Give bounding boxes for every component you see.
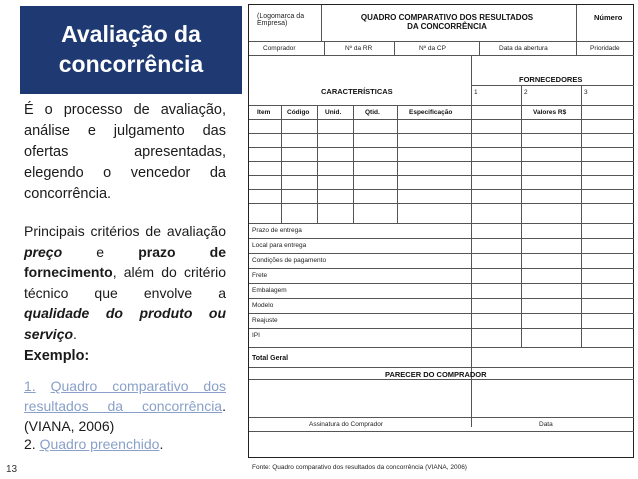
cond-ipi: IPI <box>252 332 260 339</box>
fornecedores-label: FORNECEDORES <box>519 75 583 84</box>
cond-frete: Frete <box>252 272 268 279</box>
criteria-end: . <box>73 325 77 342</box>
cond-modelo: Modelo <box>252 302 274 309</box>
example-label: Exemplo: <box>24 348 90 364</box>
form-source: Fonte: Quadro comparativo dos resultados da concorrência (VIANA, 2006) <box>252 464 467 471</box>
col-qtid: Qtid. <box>365 109 380 116</box>
header-field-prioridade: Prioridade <box>590 45 620 52</box>
comparative-table-form <box>248 4 634 458</box>
criteria-paragraph <box>24 221 226 344</box>
logo-placeholder: (Logomarca da Empresa) <box>257 13 305 27</box>
header-field-cp: Nº da CP <box>419 45 446 52</box>
criteria-prazo: prazo de fornecimento <box>24 243 227 280</box>
header-field-comprador: Comprador <box>263 45 296 52</box>
example-1-ref: (VIANA, 2006) <box>24 418 115 434</box>
assinatura-label: Assinatura do Comprador <box>309 421 384 428</box>
criteria-tecnico: , além do critério técnico que envolve a <box>24 264 226 301</box>
header-field-data-abertura: Data da abertura <box>499 45 548 52</box>
example-1-link[interactable]: Quadro comparativo dos resultados da concorrência <box>24 378 227 414</box>
example-2-link[interactable]: Quadro preenchido <box>39 436 160 452</box>
example-item-2 <box>24 434 226 455</box>
criteria-preco: preço <box>24 243 63 260</box>
cond-pagamento: Condições de pagamento <box>252 257 327 264</box>
cond-local: Local para entrega <box>252 242 307 249</box>
col-unid: Unid. <box>325 109 342 116</box>
example-1-number[interactable]: 1. <box>24 378 36 394</box>
criteria-intro: Principais critérios de avaliação <box>24 223 226 239</box>
col-item: Item <box>257 109 271 116</box>
fornecedor-1: 1 <box>474 89 478 96</box>
fornecedor-2: 2 <box>524 89 528 96</box>
example-1-end: . <box>222 398 226 414</box>
numero-label: Número <box>594 13 623 22</box>
criteria-e: e <box>96 243 105 260</box>
criteria-qualidade: qualidade do produto ou serviço <box>24 305 226 342</box>
fornecedor-3: 3 <box>584 89 588 96</box>
col-valores: Valores R$ <box>533 109 567 116</box>
col-codigo: Código <box>287 109 310 116</box>
data-label: Data <box>539 421 553 428</box>
total-geral: Total Geral <box>252 355 289 362</box>
caracteristicas-label: CARACTERÍSTICAS <box>321 87 393 96</box>
cond-embalagem: Embalagem <box>252 287 287 294</box>
title-line-1: Avaliação da <box>61 21 201 47</box>
col-especificacao: Especificação <box>409 109 453 116</box>
example-2-number: 2. <box>24 436 36 452</box>
intro-paragraph: É o processo de avaliação, análise e julgamento das ofertas apresentadas, elegendo o vencedor da concorrência. <box>24 102 226 202</box>
header-field-rr: Nº da RR <box>345 45 373 52</box>
form-heading: QUADRO COMPARATIVO DOS RESULTADOS DA CONCORRÊNCIA <box>360 13 534 31</box>
cond-reajuste: Reajuste <box>252 317 278 324</box>
title-line-2: concorrência <box>58 51 204 77</box>
parecer-label: PARECER DO COMPRADOR <box>385 370 487 379</box>
example-2-end: . <box>159 436 164 452</box>
cond-prazo: Prazo de entrega <box>252 227 302 234</box>
slide-title <box>20 6 242 94</box>
example-item-1 <box>24 376 226 436</box>
page-number: 13 <box>6 464 18 475</box>
